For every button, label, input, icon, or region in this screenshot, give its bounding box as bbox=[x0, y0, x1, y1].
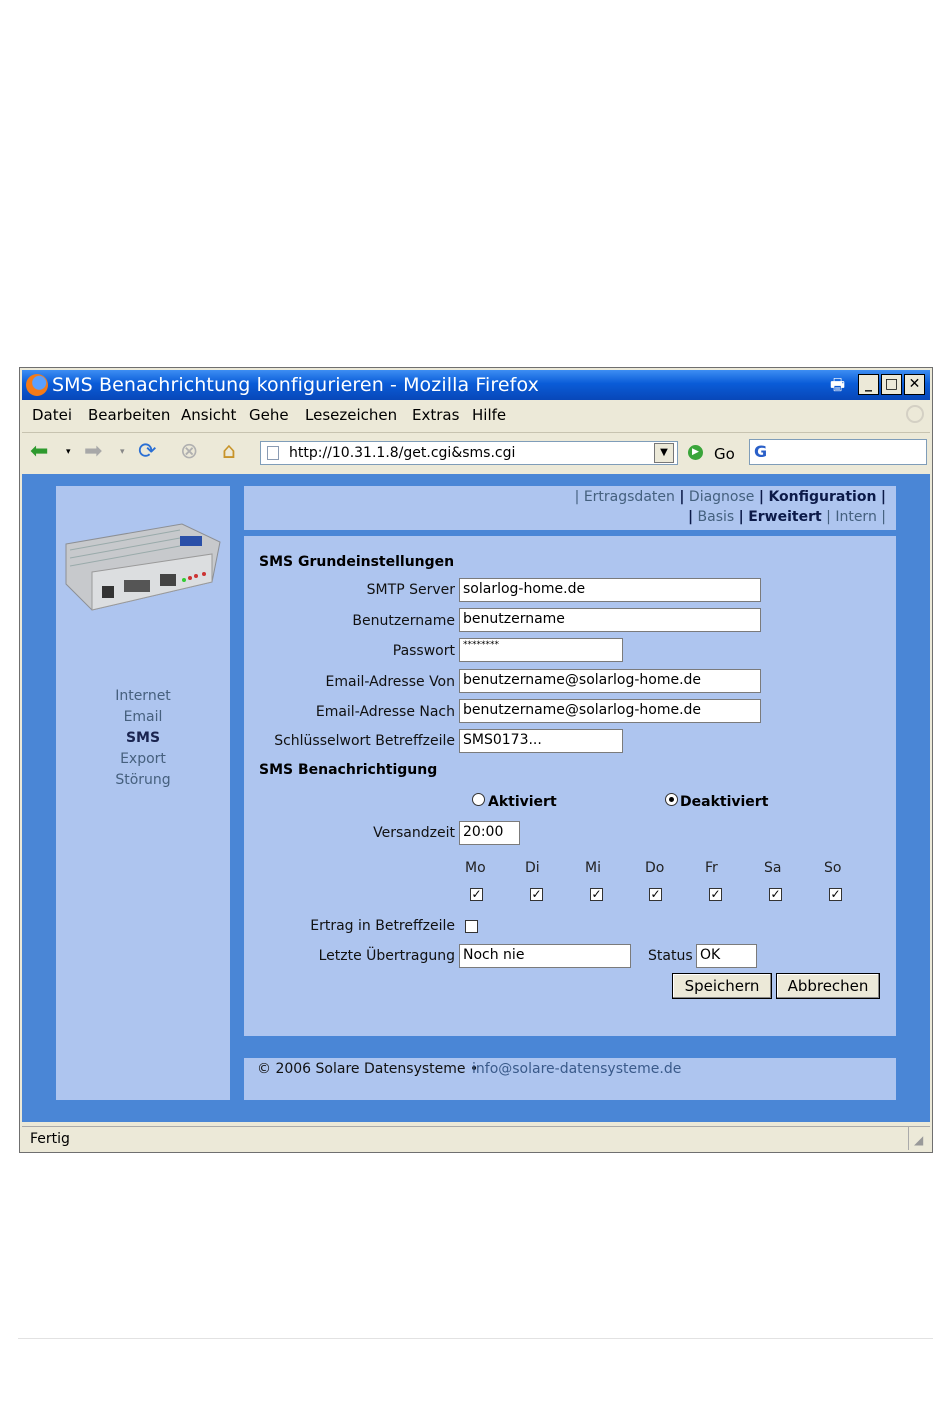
menu-extras[interactable]: Extras bbox=[412, 406, 460, 424]
status-divider bbox=[908, 1127, 909, 1150]
reload-icon[interactable]: ⟳ bbox=[138, 439, 157, 464]
sidebar-item-export[interactable]: Export bbox=[120, 751, 166, 767]
minimize-button[interactable]: _ bbox=[858, 374, 879, 395]
section-basic-settings-title: SMS Grundeinstellungen bbox=[259, 554, 455, 570]
email-to-input[interactable]: benutzername@solarlog-home.de bbox=[459, 699, 761, 723]
smtp-server-label: SMTP Server bbox=[366, 582, 455, 598]
status-text: Fertig bbox=[30, 1131, 70, 1147]
back-dropdown-icon[interactable]: ▾ bbox=[66, 447, 71, 457]
browser-window bbox=[19, 367, 933, 1153]
menu-gehe[interactable]: Gehe bbox=[249, 406, 289, 424]
nav-intern[interactable]: Intern bbox=[835, 509, 877, 525]
top-navigation bbox=[244, 486, 896, 530]
url-bar[interactable] bbox=[260, 441, 678, 465]
last-transmission-field: Noch nie bbox=[459, 944, 631, 968]
go-icon[interactable]: ▶ bbox=[688, 445, 703, 460]
day-label-so: So bbox=[824, 860, 842, 876]
email-from-label: Email-Adresse Von bbox=[325, 674, 455, 690]
sidebar-item-email[interactable]: Email bbox=[123, 709, 163, 725]
day-checkbox-fr[interactable]: ✓ bbox=[710, 887, 721, 901]
day-checkbox-sa[interactable]: ✓ bbox=[770, 887, 781, 901]
subject-keyword-label: Schlüsselwort Betreffzeile bbox=[274, 733, 455, 749]
google-search-icon: G bbox=[754, 442, 768, 461]
password-input[interactable]: ******** bbox=[459, 638, 623, 662]
footer-copyright: © 2006 Solare Datensysteme • bbox=[257, 1061, 479, 1077]
day-label-mi: Mi bbox=[585, 860, 601, 876]
radio-aktiviert-label: Aktiviert bbox=[488, 794, 557, 810]
day-label-mo: Mo bbox=[465, 860, 486, 876]
radio-deaktiviert[interactable] bbox=[665, 793, 678, 806]
close-button[interactable]: ✕ bbox=[904, 374, 925, 395]
nav-ertragsdaten[interactable]: Ertragsdaten bbox=[583, 489, 675, 505]
search-input[interactable] bbox=[749, 439, 927, 465]
day-label-do: Do bbox=[645, 860, 665, 876]
menu-lesezeichen[interactable]: Lesezeichen bbox=[305, 406, 398, 424]
go-button-label[interactable]: Go bbox=[714, 445, 735, 463]
sidebar-item-internet[interactable]: Internet bbox=[115, 688, 171, 704]
menu-datei[interactable]: Datei bbox=[32, 406, 73, 424]
page-icon bbox=[267, 446, 279, 460]
day-checkbox-do[interactable]: ✓ bbox=[650, 887, 661, 901]
status-bar bbox=[22, 1126, 930, 1151]
throbber-icon bbox=[906, 405, 924, 423]
status-label: Status bbox=[648, 948, 693, 964]
resize-grip-icon[interactable]: ◢ bbox=[914, 1133, 924, 1147]
day-checkbox-mi[interactable]: ✓ bbox=[591, 887, 602, 901]
nav-erweitert[interactable]: Erweitert bbox=[748, 509, 822, 525]
save-button[interactable]: Speichern bbox=[672, 973, 772, 999]
stop-icon[interactable]: ⊗ bbox=[180, 439, 199, 464]
footer-email-link[interactable]: info@solare-datensysteme.de bbox=[472, 1061, 682, 1077]
yield-in-subject-label: Ertrag in Betreffzeile bbox=[310, 918, 455, 934]
maximize-button[interactable]: □ bbox=[881, 374, 902, 395]
page-divider bbox=[18, 1338, 933, 1339]
smtp-server-input[interactable]: solarlog-home.de bbox=[459, 578, 761, 602]
sidebar-item-stoerung[interactable]: Störung bbox=[115, 772, 171, 788]
firefox-logo-icon bbox=[26, 374, 48, 396]
nav-diagnose[interactable]: Diagnose bbox=[688, 489, 755, 505]
forward-icon[interactable]: ➡ bbox=[84, 439, 103, 464]
status-field: OK bbox=[696, 944, 757, 968]
navigation-toolbar bbox=[22, 432, 930, 473]
topnav-row-1: | Ertragsdaten | Diagnose | Konfiguration | bbox=[574, 489, 886, 505]
menu-ansicht[interactable]: Ansicht bbox=[181, 406, 237, 424]
day-label-fr: Fr bbox=[705, 860, 718, 876]
radio-deaktiviert-label: Deaktiviert bbox=[680, 794, 769, 810]
section-notification-title: SMS Benachrichtigung bbox=[259, 762, 438, 778]
yield-in-subject-checkbox[interactable] bbox=[465, 920, 478, 933]
day-label-di: Di bbox=[525, 860, 540, 876]
password-label: Passwort bbox=[392, 643, 455, 659]
cancel-button[interactable]: Abbrechen bbox=[776, 973, 880, 999]
radio-aktiviert[interactable] bbox=[472, 793, 485, 806]
email-to-label: Email-Adresse Nach bbox=[315, 704, 455, 720]
back-icon[interactable]: ⬅ bbox=[30, 439, 49, 464]
title-bar bbox=[22, 370, 930, 400]
subject-keyword-input[interactable]: SMS0173... bbox=[459, 729, 623, 753]
page-content bbox=[22, 474, 930, 1122]
email-from-input[interactable]: benutzername@solarlog-home.de bbox=[459, 669, 761, 693]
forward-dropdown-icon[interactable]: ▾ bbox=[120, 447, 125, 457]
sidebar-item-sms[interactable]: SMS bbox=[125, 730, 161, 746]
url-text: http://10.31.1.8/get.cgi&sms.cgi bbox=[289, 445, 516, 461]
topnav-row-2: | Basis | Erweitert | Intern | bbox=[687, 509, 886, 525]
day-checkbox-mo[interactable]: ✓ bbox=[471, 887, 482, 901]
day-label-sa: Sa bbox=[764, 860, 782, 876]
username-input[interactable]: benutzername bbox=[459, 608, 761, 632]
page-footer bbox=[244, 1058, 896, 1100]
day-checkbox-di[interactable]: ✓ bbox=[531, 887, 542, 901]
send-time-label: Versandzeit bbox=[373, 825, 455, 841]
last-transmission-label: Letzte Übertragung bbox=[318, 948, 455, 964]
menu-hilfe[interactable]: Hilfe bbox=[472, 406, 507, 424]
print-icon[interactable]: 🖶 bbox=[830, 375, 846, 394]
day-checkbox-so[interactable]: ✓ bbox=[830, 887, 841, 901]
nav-konfiguration[interactable]: Konfiguration bbox=[768, 489, 877, 505]
url-dropdown-button[interactable]: ▼ bbox=[654, 443, 674, 463]
menu-bearbeiten[interactable]: Bearbeiten bbox=[88, 406, 171, 424]
left-panel bbox=[56, 486, 230, 1100]
solarlog-device-image bbox=[62, 514, 222, 614]
menu-bar bbox=[22, 400, 930, 430]
nav-basis[interactable]: Basis bbox=[697, 509, 735, 525]
username-label: Benutzername bbox=[352, 613, 455, 629]
home-icon[interactable]: ⌂ bbox=[222, 439, 236, 464]
sms-settings-form bbox=[244, 536, 896, 1036]
window-title: SMS Benachrichtung konfigurieren - Mozilla Firefox bbox=[52, 374, 539, 396]
send-time-input[interactable]: 20:00 bbox=[459, 821, 520, 845]
